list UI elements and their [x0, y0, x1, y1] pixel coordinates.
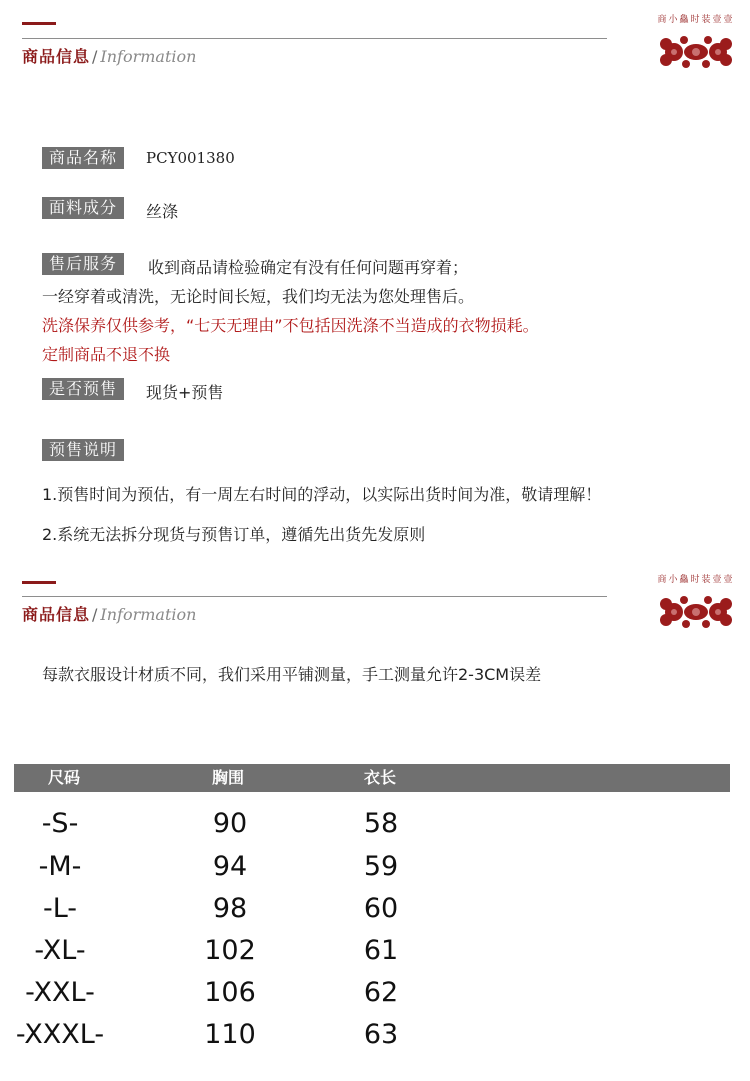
cell-length: 61	[363, 935, 399, 966]
brand-seal-text: 商小鱻时装壹壹	[657, 15, 735, 25]
cell-size: -S-	[41, 808, 79, 839]
brand-logo	[646, 12, 746, 72]
after-sales-line-3: 洗涤保养仅供参考，“七天无理由”不包括因洗涤不当造成的衣物损耗。	[42, 316, 539, 335]
after-sales-line-1: 收到商品请检验确定有没有任何问题再穿着；	[148, 258, 469, 277]
cell-length: 60	[363, 893, 399, 924]
cell-length: 62	[363, 977, 399, 1008]
section-accent-bar	[22, 581, 56, 584]
cell-chest: 102	[204, 935, 256, 966]
cell-chest: 106	[204, 977, 256, 1008]
section-title-slash: /	[92, 605, 99, 624]
cell-size: -XXL-	[25, 977, 95, 1008]
section-title-cn: 商品信息	[22, 605, 91, 624]
section-divider	[22, 38, 607, 39]
brand-seal-text: 商小鱻时装壹壹	[657, 575, 735, 585]
cell-length: 59	[363, 851, 399, 882]
after-sales-line-2: 一经穿着或清洗，无论时间长短，我们均无法为您处理售后。	[42, 287, 475, 306]
cell-size: -M-	[38, 851, 82, 882]
product-name-label: 商品名称	[42, 147, 124, 169]
section-title	[22, 44, 196, 67]
cell-chest: 94	[212, 851, 248, 882]
fabric-value: 丝涤	[146, 202, 179, 221]
fabric-label: 面料成分	[42, 197, 124, 219]
section-title-slash: /	[92, 47, 99, 66]
header-chest: 胸围	[212, 768, 245, 787]
after-sales-label: 售后服务	[42, 253, 124, 275]
flower-knot-icon	[646, 586, 746, 636]
presale-note-label: 预售说明	[42, 439, 124, 461]
header-size: 尺码	[48, 768, 81, 787]
product-name-value: PCY001380	[146, 149, 235, 167]
measurement-note: 每款衣服设计材质不同，我们采用平铺测量，手工测量允许2-3CM误差	[42, 665, 542, 684]
section-accent-bar	[22, 22, 56, 25]
cell-chest: 110	[204, 1019, 256, 1050]
header-length: 衣长	[364, 768, 397, 787]
cell-size: -XXXL-	[15, 1019, 105, 1050]
presale-label: 是否预售	[42, 378, 124, 400]
size-table-header	[14, 764, 730, 792]
cell-chest: 98	[212, 893, 248, 924]
presale-note-1: 1.预售时间为预估，有一周左右时间的浮动，以实际出货时间为准，敬请理解！	[42, 485, 602, 504]
section-divider	[22, 596, 607, 597]
cell-size: -XL-	[34, 935, 86, 966]
section-title-en: Information	[100, 605, 197, 624]
presale-value: 现货+预售	[146, 383, 224, 402]
cell-length: 63	[363, 1019, 399, 1050]
section-title	[22, 602, 196, 625]
cell-size: -L-	[42, 893, 78, 924]
presale-note-2: 2.系统无法拆分现货与预售订单，遵循先出货先发原则	[42, 525, 426, 544]
section-title-cn: 商品信息	[22, 47, 91, 66]
section-title-en: Information	[100, 47, 197, 66]
cell-length: 58	[363, 808, 399, 839]
flower-knot-icon	[646, 26, 746, 76]
cell-chest: 90	[212, 808, 248, 839]
after-sales-line-4: 定制商品不退不换	[42, 345, 171, 364]
brand-logo	[646, 572, 746, 632]
